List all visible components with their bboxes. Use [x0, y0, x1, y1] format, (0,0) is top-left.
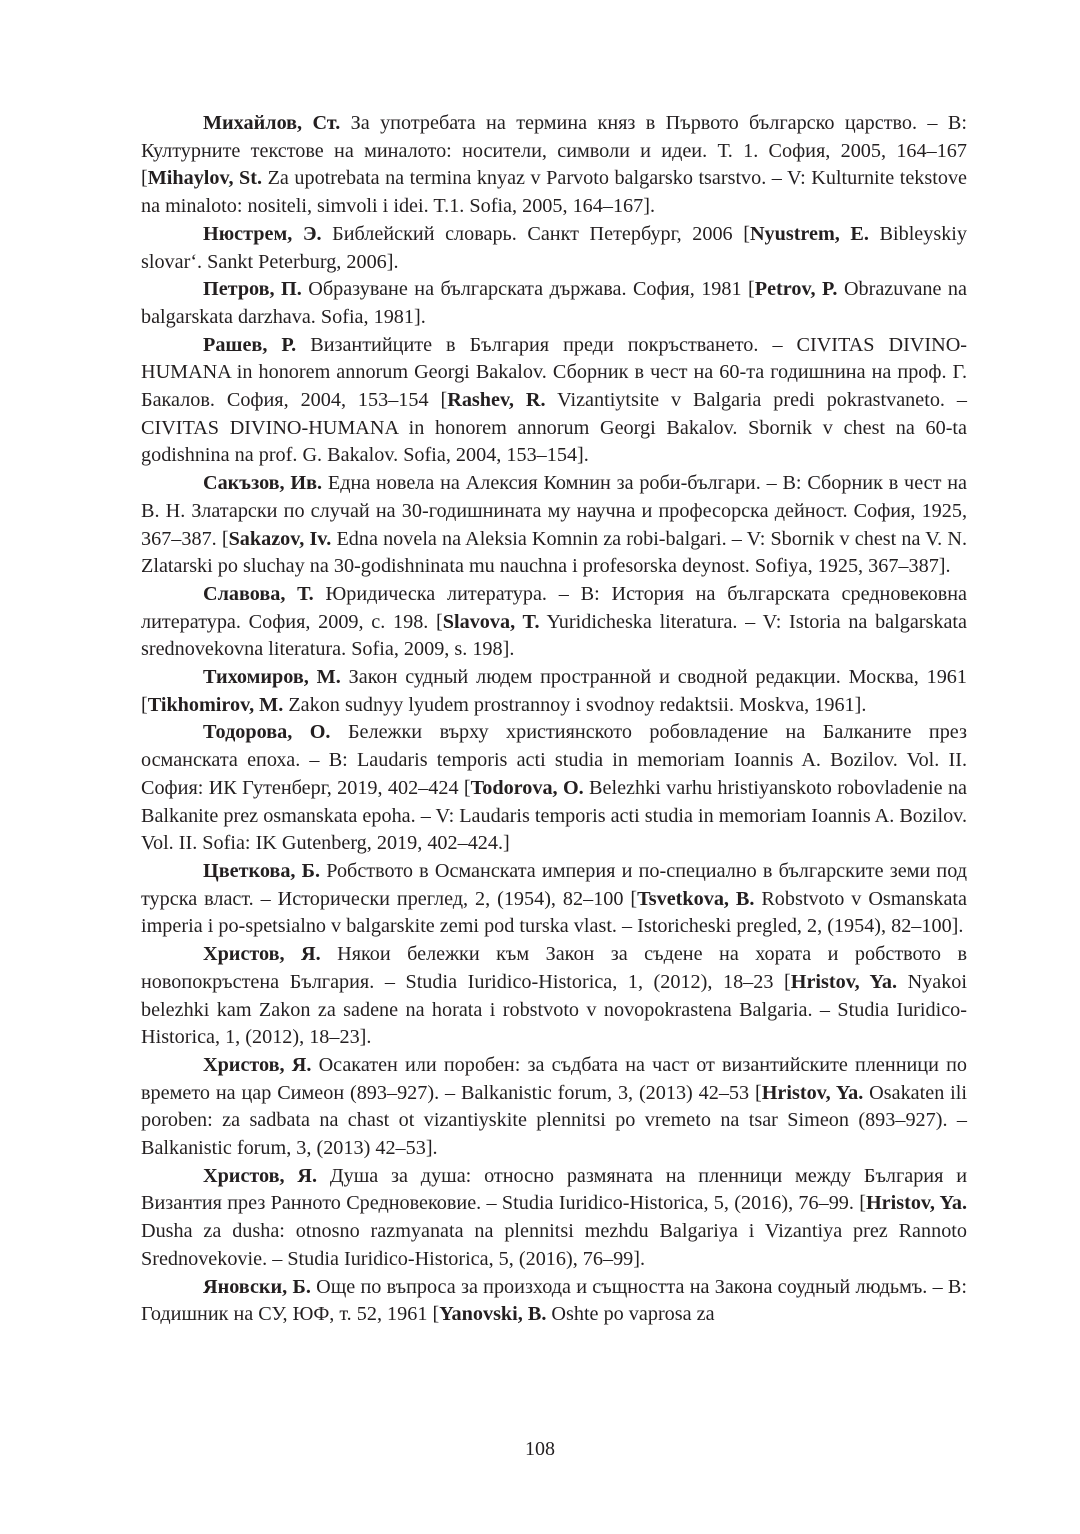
- entry-author: Рашев, Р.: [203, 333, 297, 356]
- entry-translit-text: Obrazuvane na balgarskata darzhava. Sofia, 1981].: [141, 278, 967, 328]
- entry-translit-text: Dusha za dusha: otnosno razmyanata na plennitsi mezhdu Balgariya i Vizantiya prez Rannoto Srednovekovie. – Studia Iuridico-Historica, 5, (2016), 76–99].: [141, 1220, 967, 1270]
- entry-translit-text: Za upotrebata na termina knyaz v Parvoto balgarsko tsarstvo. – V: Kulturnite tekstove na minaloto: nositeli, simvoli i idei. T.1. Sofia, 2005, 164–167].: [141, 167, 968, 218]
- bibliography-entry: [141, 470, 967, 581]
- entry-text: Някои бележки към Закон за съдене на хората и робството в новопокръстена България. – Studia Iuridico-Historica, 1, (2012), 18–23 [: [141, 943, 967, 993]
- entry-translit-author: Yanovski, B.: [439, 1303, 547, 1326]
- bibliography-entry: [141, 664, 967, 719]
- entry-translit-author: Tsvetkova, B.: [637, 887, 755, 910]
- entry-translit-author: Hristov, Ya.: [865, 1192, 967, 1215]
- entry-translit-text: Osakaten ili poroben: za sadbata na chast ot vizantiyskite plennitsi po vremeto na tsar Simeon (893–927). – Balkanistic forum, 3, (2013) 42–53].: [141, 1081, 967, 1160]
- entry-author: Христов, Я.: [203, 1053, 312, 1076]
- bibliography-entry: [141, 858, 967, 941]
- entry-author: Сакъзов, Ив.: [203, 472, 323, 495]
- entry-text: Образуване на българската държава. София, 1981 [: [301, 278, 755, 301]
- entry-translit-text: Yuridicheska literatura. – V: Istoria na balgarskata srednovekovna literatura. Sofia, 2009, s. 198].: [141, 610, 968, 661]
- entry-text: Душа за душа: относно размяната на пленници между България и Византия през Ранното Средновековие. – Studia Iuridico-Historica, 5, (2016), 76–99. [: [141, 1164, 968, 1215]
- entry-text: Робството в Османската империя и по-специално в българските земи под турска власт. – Исторически преглед, 2, (1954), 82–100 [: [141, 859, 967, 910]
- entry-translit-author: Mihaylov, St.: [147, 167, 263, 190]
- entry-translit-text: Robstvoto v Osmanskata imperia i po-spetsialno v balgarskite zemi pod turska vlast. – Istoricheski pregled, 2, (1954), 82–100].: [141, 887, 967, 938]
- entry-author: Христов, Я.: [203, 943, 321, 966]
- entry-text: Юридическа литература. – В: История на българската средновековна литература. София, 2009, с. 198. [: [141, 582, 968, 633]
- entry-translit-text: Bibleyskiy slovar‘. Sankt Peterburg, 2006].: [141, 222, 968, 273]
- entry-translit-author: Petrov, P.: [754, 278, 838, 301]
- entry-author: Христов, Я.: [203, 1164, 318, 1187]
- bibliography-entry: [141, 941, 967, 1052]
- entry-translit-author: Hristov, Ya.: [790, 970, 898, 993]
- bibliography-entry: [141, 332, 967, 471]
- entry-text: Бележки върху християнското робовладение на Балканите през османската епоха. – В: Laudaris temporis acti studia in memoriam Ioannis A. Bozilov. Vol. II. София: ИК Гутенберг, 2019, 402–424 [: [141, 721, 967, 799]
- bibliography-entry: [141, 221, 967, 276]
- entry-text: Библейский словарь. Санкт Петербург, 2006 [: [321, 222, 750, 245]
- entry-translit-text: Vizantiytsite v Balgaria predi pokrastvaneto. – CIVITAS DIVINO-HUMANA in honorem annorum Georgi Bakalov. Sbornik v chest na 60-ta godishnina na prof. G. Bakalov. Sofia, 2004, 153–154].: [141, 389, 967, 467]
- entry-author: Петров, П.: [203, 278, 302, 301]
- bibliography-entry: [141, 1052, 967, 1163]
- entry-translit-author: Slavova, T.: [442, 610, 540, 633]
- bibliography-entry: [141, 1274, 967, 1329]
- entry-translit-author: Tikhomirov, M.: [147, 693, 284, 716]
- entry-translit-text: Belezhki varhu hristiyanskoto robovladenie na Balkanite prez osmanskata epoha. – V: Laudaris temporis acti studia in memoriam Ioannis A. Bozilov. Vol. II. Sofia: IK Gutenberg, 2019, 402–424.]: [141, 776, 968, 855]
- bibliography-page: [141, 110, 967, 1329]
- bibliography-entry: [141, 719, 967, 858]
- entry-translit-author: Todorova, O.: [470, 776, 584, 799]
- entry-author: Цветкова, Б.: [203, 859, 321, 882]
- entry-author: Тихомиров, М.: [203, 666, 341, 689]
- bibliography-entry: [141, 1163, 967, 1274]
- entry-translit-author: Sakazov, Iv.: [228, 527, 332, 550]
- entry-author: Славова, Т.: [203, 582, 314, 605]
- page-number: 108: [525, 1438, 555, 1460]
- bibliography-entry: [141, 110, 967, 221]
- entry-translit-text: Oshte po vaprosa za: [546, 1303, 715, 1326]
- entry-author: Тодорова, О.: [203, 721, 331, 744]
- bibliography-entry: [141, 276, 967, 331]
- entry-translit-text: Edna novela na Aleksia Komnin za robi-balgari. – V: Sbornik v chest na V. N. Zlatarski po sluchay na 30-godishninata mu nauchna i profesorska deynost. Sofiya, 1925, 367–387].: [141, 527, 967, 578]
- entry-author: Михайлов, Ст.: [203, 112, 341, 134]
- entry-translit-text: Nyakoi belezhki kam Zakon za sadene na horata i robstvoto v novopokrastena Balgaria. – Studia Iuridico-Historica, 1, (2012), 18–23].: [141, 970, 968, 1049]
- entry-text: Закон судный людем пространной и сводной редакции. Москва, 1961 [: [141, 666, 967, 716]
- entry-translit-author: Hristov, Ya.: [761, 1081, 864, 1104]
- entry-text: Византийците в България преди покръстването. – CIVITAS DIVINO-HUMANA in honorem annorum Georgi Bakalov. Сборник в чест на 60-та годишнина на проф. Г. Бакалов. София, 2004, 153–154 [: [141, 333, 968, 412]
- entry-translit-author: Rashev, R.: [447, 389, 546, 412]
- entry-text: Една новела на Алексия Комнин за роби-българи. – В: Сборник в чест на В. Н. Златарски по случай на 30-годишнината му научна и професорска дейност. София, 1925, 367–387. [: [141, 472, 967, 550]
- entry-author: Яновски, Б.: [203, 1275, 311, 1298]
- entry-author: Нюстрем, Э.: [203, 222, 322, 245]
- bibliography-entry: [141, 581, 967, 664]
- entry-text: Осакатен или поробен: за съдбата на част от византийските пленници по времето на цар Симеон (893–927). – Balkanistic forum, 3, (2013) 42–53 [: [141, 1053, 967, 1104]
- entry-translit-text: Zakon sudnyy lyudem prostrannoy i svodnoy redaktsii. Moskva, 1961].: [283, 693, 867, 716]
- entry-text: За употребата на термина княз в Първото българско царство. – В: Културните текстове на миналото: носители, символи и идеи. Т. 1. София, 2005, 164–167 [: [141, 112, 967, 190]
- entry-translit-author: Nyustrem, E.: [749, 222, 869, 245]
- entry-text: Още по въпроса за произхода и същността на Закона соудный людьмъ. – В: Годишник на СУ, ЮФ, т. 52, 1961 [: [141, 1275, 967, 1326]
